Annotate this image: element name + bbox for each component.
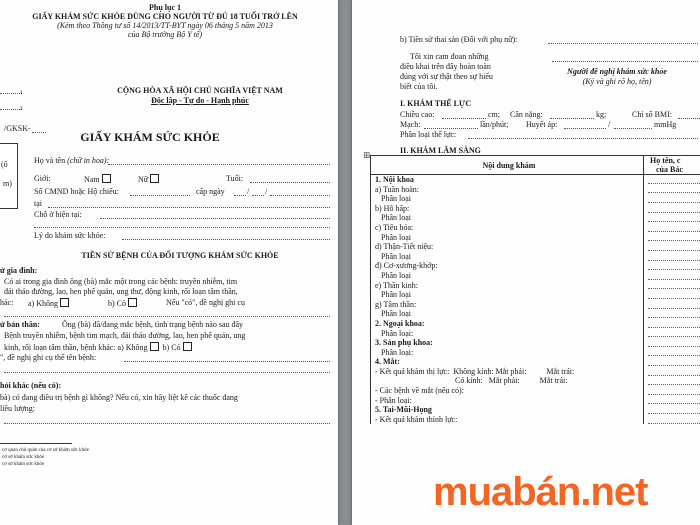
at-label: tại xyxy=(34,199,42,208)
legal-basis-line-2: của Bộ trưởng Bộ Y tế) xyxy=(127,30,203,39)
bp-diastolic-field[interactable] xyxy=(614,128,652,129)
signature-line xyxy=(648,348,700,356)
form-title: GIẤY KHÁM SỨC KHỎE DÙNG CHO NGƯỜI TỪ ĐỦ 18 TUỔI TRỞ LÊN xyxy=(32,12,298,21)
pregnancy-field[interactable] xyxy=(548,43,698,44)
exam-item[interactable]: 2. Ngoại khoa: xyxy=(371,319,644,329)
table-row xyxy=(371,175,700,185)
org-mark-2: ² xyxy=(20,105,23,114)
family-no-option[interactable] xyxy=(28,298,69,309)
doctor-signature-cell[interactable] xyxy=(644,405,700,415)
other-question-2: liều lượng: xyxy=(0,404,36,413)
col-header-signature xyxy=(644,156,700,175)
self-question-2: Bệnh truyền nhiễm, bệnh tim mạch, đái tháo đường, lao, hen phế quản, ung xyxy=(4,331,246,340)
signature-line xyxy=(648,368,700,376)
male-checkbox[interactable] xyxy=(102,174,111,183)
signature-line xyxy=(648,205,700,213)
org-line-1 xyxy=(0,93,22,94)
footnote-1: cơ quan chủ quản của cơ sở khám sức khỏe xyxy=(2,448,89,453)
signature-line xyxy=(648,310,700,318)
table-row xyxy=(371,204,700,214)
requester-hint: (Ký và ghi rõ họ, tên) xyxy=(582,77,652,86)
exam-item[interactable]: Phân loại xyxy=(371,290,644,300)
pregnancy-label: b) Tiền sử thai sản (Đối với phụ nữ): xyxy=(400,35,518,44)
country-name: CỘNG HÒA XÃ HỘI CHỦ NGHĨA VIỆT NAM xyxy=(117,86,283,95)
issued-year-field[interactable] xyxy=(270,195,330,196)
col-header-content: Nội dung khám xyxy=(371,156,644,175)
commitment-line-3: đúng với sự thật theo sự hiểu xyxy=(400,72,493,81)
reason-label: Lý do khám sức khỏe: xyxy=(34,231,106,240)
bmi-field[interactable] xyxy=(678,118,700,119)
signature-line xyxy=(648,224,700,232)
exam-item[interactable]: Phân loại: xyxy=(371,329,644,339)
weight-unit: kg; xyxy=(596,110,607,119)
col-header-signature-1: Họ tên, c xyxy=(650,156,681,165)
exam-item[interactable]: a) Tuần hoàn: xyxy=(371,185,644,195)
fullname-label-text: Họ và tên xyxy=(34,156,66,165)
family-yes-option[interactable] xyxy=(108,298,137,309)
signature-line xyxy=(648,329,700,337)
table-row xyxy=(371,329,700,339)
watermark-logo xyxy=(433,470,647,514)
doctor-signature-cell[interactable] xyxy=(644,376,700,386)
doctor-signature-cell[interactable] xyxy=(644,319,700,329)
physical-exam-title: I. KHÁM THỂ LỰC xyxy=(400,99,472,108)
signature-line xyxy=(648,320,700,328)
doctor-signature-cell[interactable] xyxy=(644,175,700,185)
signature-line xyxy=(648,281,700,289)
table-row xyxy=(371,386,700,396)
issued-label: cấp ngày xyxy=(196,187,225,196)
requester-date-line[interactable] xyxy=(552,61,698,62)
table-row xyxy=(371,396,700,406)
exam-item[interactable]: - Kết quả khám thị lực: Không kính: Mắt phải: Mắt trái: xyxy=(371,367,644,377)
doctor-signature-cell[interactable] xyxy=(644,415,700,425)
self-question-3-text: kinh, rối loạn tâm thần, bệnh khác: a) Không xyxy=(4,343,148,352)
table-row xyxy=(371,194,700,204)
self-yes-label: b) Có xyxy=(162,343,181,352)
self-question-3 xyxy=(4,342,192,353)
table-row xyxy=(371,261,700,271)
table-row xyxy=(371,233,700,243)
table-row xyxy=(371,290,700,300)
document-code: /GKSK- xyxy=(4,124,31,133)
age-label: Tuổi: xyxy=(226,174,244,183)
self-yes-checkbox[interactable] xyxy=(183,342,192,351)
signature-line xyxy=(648,387,700,395)
height-unit: cm; xyxy=(488,110,500,119)
doctor-signature-cell[interactable] xyxy=(644,281,700,291)
commitment-line-1: Tôi xin cam đoan những xyxy=(410,52,489,61)
female-checkbox[interactable] xyxy=(150,174,159,183)
fullname-label xyxy=(34,156,109,166)
family-question-3: hác: xyxy=(0,298,14,307)
issued-place-field[interactable] xyxy=(48,207,330,208)
female-label: Nữ xyxy=(138,175,149,184)
height-label: Chiều cao: xyxy=(400,110,435,119)
doctor-signature-cell[interactable] xyxy=(644,357,700,367)
watermark-tld: .net xyxy=(580,470,648,514)
photo-box xyxy=(0,143,18,209)
doctor-signature-cell[interactable] xyxy=(644,348,700,358)
exam-item[interactable]: 1. Nội khoa xyxy=(371,175,644,185)
id-label: Số CMND hoặc Hộ chiếu: xyxy=(34,187,119,196)
doctor-signature-cell[interactable] xyxy=(644,309,700,319)
bp-slash: / xyxy=(608,120,611,129)
org-mark-1: ¹ xyxy=(20,89,23,98)
family-yes-note: Nếu "có", đề nghị ghi cụ xyxy=(166,298,245,307)
table-row xyxy=(371,338,700,348)
table-row xyxy=(371,376,700,386)
table-row xyxy=(371,357,700,367)
id-field[interactable] xyxy=(130,195,190,196)
signature-line xyxy=(648,233,700,241)
issued-month-field[interactable] xyxy=(252,195,264,196)
exam-item[interactable]: đ) Cơ-xương-khớp: xyxy=(371,261,644,271)
table-row xyxy=(371,213,700,223)
doctor-signature-cell[interactable] xyxy=(644,271,700,281)
doctor-signature-cell[interactable] xyxy=(644,386,700,396)
signature-line xyxy=(648,358,700,366)
exam-item[interactable]: - Các bệnh về mắt (nếu có): xyxy=(371,386,644,396)
doctor-signature-cell[interactable] xyxy=(644,233,700,243)
signature-line xyxy=(648,243,700,251)
exam-item[interactable]: 5. Tai-Mũi-Họng xyxy=(371,405,644,415)
weight-label: Cân nặng: xyxy=(510,110,543,119)
family-history-title: ử gia đình: xyxy=(0,266,38,275)
other-question-1: bà) có đang điều trị bệnh gì không? Nếu có, xin hãy liệt kê các thuốc đang xyxy=(0,393,238,402)
signature-line xyxy=(648,339,700,347)
family-question-2: đái tháo đường, lao, hen phế quản, ung thư, động kinh, rối loạn tâm thần, xyxy=(4,287,238,296)
exam-item[interactable]: b) Hô hấp: xyxy=(371,204,644,214)
issued-day-field[interactable] xyxy=(234,195,246,196)
doctor-signature-cell[interactable] xyxy=(644,252,700,262)
table-row xyxy=(371,348,700,358)
self-question-1: Ông (bà) đã/đang mắc bệnh, tình trạng bệnh nào sau đây xyxy=(62,320,244,329)
signature-line xyxy=(648,396,700,404)
table-row xyxy=(371,415,700,425)
date-slash-2: / xyxy=(265,187,268,196)
requester-title: Người đề nghị khám sức khỏe xyxy=(567,67,667,76)
address-label: Chỗ ở hiện tại: xyxy=(34,210,82,219)
self-detail-field-2[interactable] xyxy=(4,372,330,373)
code-line xyxy=(32,132,46,133)
exam-item[interactable]: - Kết quả khám thính lực: xyxy=(371,415,644,425)
table-row xyxy=(371,271,700,281)
footnote-2: cơ sở khám sức khỏe xyxy=(2,455,45,460)
exam-item[interactable]: 4. Mắt: xyxy=(371,357,644,367)
doctor-signature-cell[interactable] xyxy=(644,396,700,406)
doctor-signature-cell[interactable] xyxy=(644,185,700,195)
doctor-signature-cell[interactable] xyxy=(644,242,700,252)
clinical-exam-rows xyxy=(371,175,700,425)
signature-line xyxy=(648,416,700,424)
height-field[interactable] xyxy=(442,118,486,119)
doctor-signature-cell[interactable] xyxy=(644,367,700,377)
footnote-3: cơ sở khám sức khỏe xyxy=(2,462,45,467)
fullname-field[interactable] xyxy=(108,164,330,165)
other-detail-field[interactable] xyxy=(4,423,330,424)
self-no-checkbox[interactable] xyxy=(150,342,159,351)
exam-item[interactable]: c) Tiêu hóa: xyxy=(371,223,644,233)
signature-line xyxy=(648,253,700,261)
signature-line xyxy=(648,301,700,309)
doctor-signature-cell[interactable] xyxy=(644,329,700,339)
table-row xyxy=(371,281,700,291)
commitment-line-2: điều khai trên đây hoàn toàn xyxy=(400,62,491,71)
doctor-signature-cell[interactable] xyxy=(644,300,700,310)
watermark-brand: muabán xyxy=(433,470,581,514)
doctor-signature-cell[interactable] xyxy=(644,338,700,348)
exam-item[interactable]: Phân loại xyxy=(371,252,644,262)
exam-item[interactable]: Phân loại xyxy=(371,271,644,281)
form-page-right xyxy=(352,0,700,525)
pulse-field[interactable] xyxy=(424,128,478,129)
doctor-signature-cell[interactable] xyxy=(644,204,700,214)
exam-item[interactable]: g) Tâm thần: xyxy=(371,300,644,310)
table-row xyxy=(371,300,700,310)
family-question-1: Có ai trong gia đình ông (bà) mắc một trong các bệnh: truyền nhiễm, tim xyxy=(4,277,238,286)
date-slash-1: / xyxy=(247,187,250,196)
table-row xyxy=(371,405,700,415)
bp-unit: mmHg xyxy=(654,120,677,129)
family-no-checkbox[interactable] xyxy=(60,298,69,307)
table-row xyxy=(371,319,700,329)
signature-line xyxy=(648,214,700,222)
exam-item[interactable]: Có kính: Mắt phải: Mắt trái: xyxy=(371,376,644,386)
family-detail-field[interactable] xyxy=(4,316,330,317)
photo-label-top: (ố xyxy=(1,160,8,169)
signature-line xyxy=(648,272,700,280)
footnote-divider xyxy=(0,443,72,444)
self-history-title: ử bản thân: xyxy=(0,320,40,329)
doctor-signature-cell[interactable] xyxy=(644,223,700,233)
doctor-signature-cell[interactable] xyxy=(644,261,700,271)
signature-line xyxy=(648,185,700,193)
exam-item[interactable]: d) Thận-Tiết niệu: xyxy=(371,242,644,252)
table-row xyxy=(371,242,700,252)
self-detail-field[interactable] xyxy=(124,361,330,362)
pulse-unit: lần/phút; xyxy=(480,120,509,129)
clinical-exam-title: II. KHÁM LÂM SÀNG xyxy=(400,146,481,155)
physical-class-field[interactable] xyxy=(468,138,698,139)
col-header-signature-2: của Bác xyxy=(656,165,683,174)
male-label: Nam xyxy=(84,175,100,184)
motto: Độc lập - Tự do - Hạnh phúc xyxy=(151,96,249,105)
exam-item[interactable]: Phân loại: xyxy=(371,348,644,358)
bmi-label: Chỉ số BMI: xyxy=(632,110,673,119)
signature-line xyxy=(648,262,700,270)
table-row xyxy=(371,309,700,319)
signature-line xyxy=(648,195,700,203)
table-row xyxy=(371,223,700,233)
gender-female[interactable] xyxy=(138,174,159,185)
doctor-signature-cell[interactable] xyxy=(644,194,700,204)
form-page-left xyxy=(0,0,338,525)
signature-line xyxy=(648,377,700,385)
exam-item[interactable]: Phân loại xyxy=(371,213,644,223)
photo-label: m) xyxy=(3,179,12,188)
bp-systolic-field[interactable] xyxy=(564,128,606,129)
exam-item[interactable]: e) Thần kinh: xyxy=(371,281,644,291)
family-yes-checkbox[interactable] xyxy=(128,298,137,307)
exam-item[interactable]: - Phân loại: xyxy=(371,396,644,406)
table-row xyxy=(371,252,700,262)
fullname-hint: (chữ in hoa): xyxy=(67,156,110,165)
pulse-label: Mạch: xyxy=(400,120,421,129)
physical-class-label: Phân loại thể lực: xyxy=(400,130,457,139)
appendix-label: Phụ lục 1 xyxy=(148,3,181,12)
bp-label: Huyết áp: xyxy=(526,120,558,129)
exam-item[interactable]: Phân loại xyxy=(371,194,644,204)
weight-field[interactable] xyxy=(550,118,594,119)
address-field[interactable] xyxy=(100,218,330,219)
exam-item[interactable]: 3. Sản phụ khoa: xyxy=(371,338,644,348)
self-question-4: ", đề nghị ghi cụ thể tên bệnh: xyxy=(0,353,97,362)
gender-label: Giới: xyxy=(34,174,51,183)
exam-item[interactable]: Phân loại xyxy=(371,233,644,243)
family-yes-label: b) Có xyxy=(108,299,126,308)
reason-field[interactable] xyxy=(122,239,330,240)
signature-line xyxy=(648,406,700,414)
signature-line xyxy=(648,291,700,299)
org-line-2 xyxy=(0,109,22,110)
commitment-line-4: biết của tôi. xyxy=(400,82,438,91)
age-field[interactable] xyxy=(250,182,330,183)
table-row xyxy=(371,367,700,377)
doctor-signature-cell[interactable] xyxy=(644,213,700,223)
signature-line xyxy=(648,176,700,184)
table-row xyxy=(371,185,700,195)
other-questions-title: hỏi khác (nếu có): xyxy=(0,381,62,390)
history-title: TIỀN SỬ BỆNH CỦA ĐỐI TƯỢNG KHÁM SỨC KHỎE xyxy=(81,251,279,260)
family-no-label: a) Không xyxy=(28,299,58,308)
clinical-exam-table xyxy=(370,155,700,424)
legal-basis-line-1: (Kèm theo Thông tư số 14/2013/TT-BYT ngày 06 tháng 5 năm 2013 xyxy=(57,21,273,30)
address-field-2[interactable] xyxy=(34,227,330,228)
document-title: GIẤY KHÁM SỨC KHỎE xyxy=(80,130,220,144)
gender-male[interactable] xyxy=(84,174,111,185)
exam-item[interactable]: Phân loại xyxy=(371,309,644,319)
doctor-signature-cell[interactable] xyxy=(644,290,700,300)
table-move-handle[interactable]: ⊞ xyxy=(363,150,371,160)
